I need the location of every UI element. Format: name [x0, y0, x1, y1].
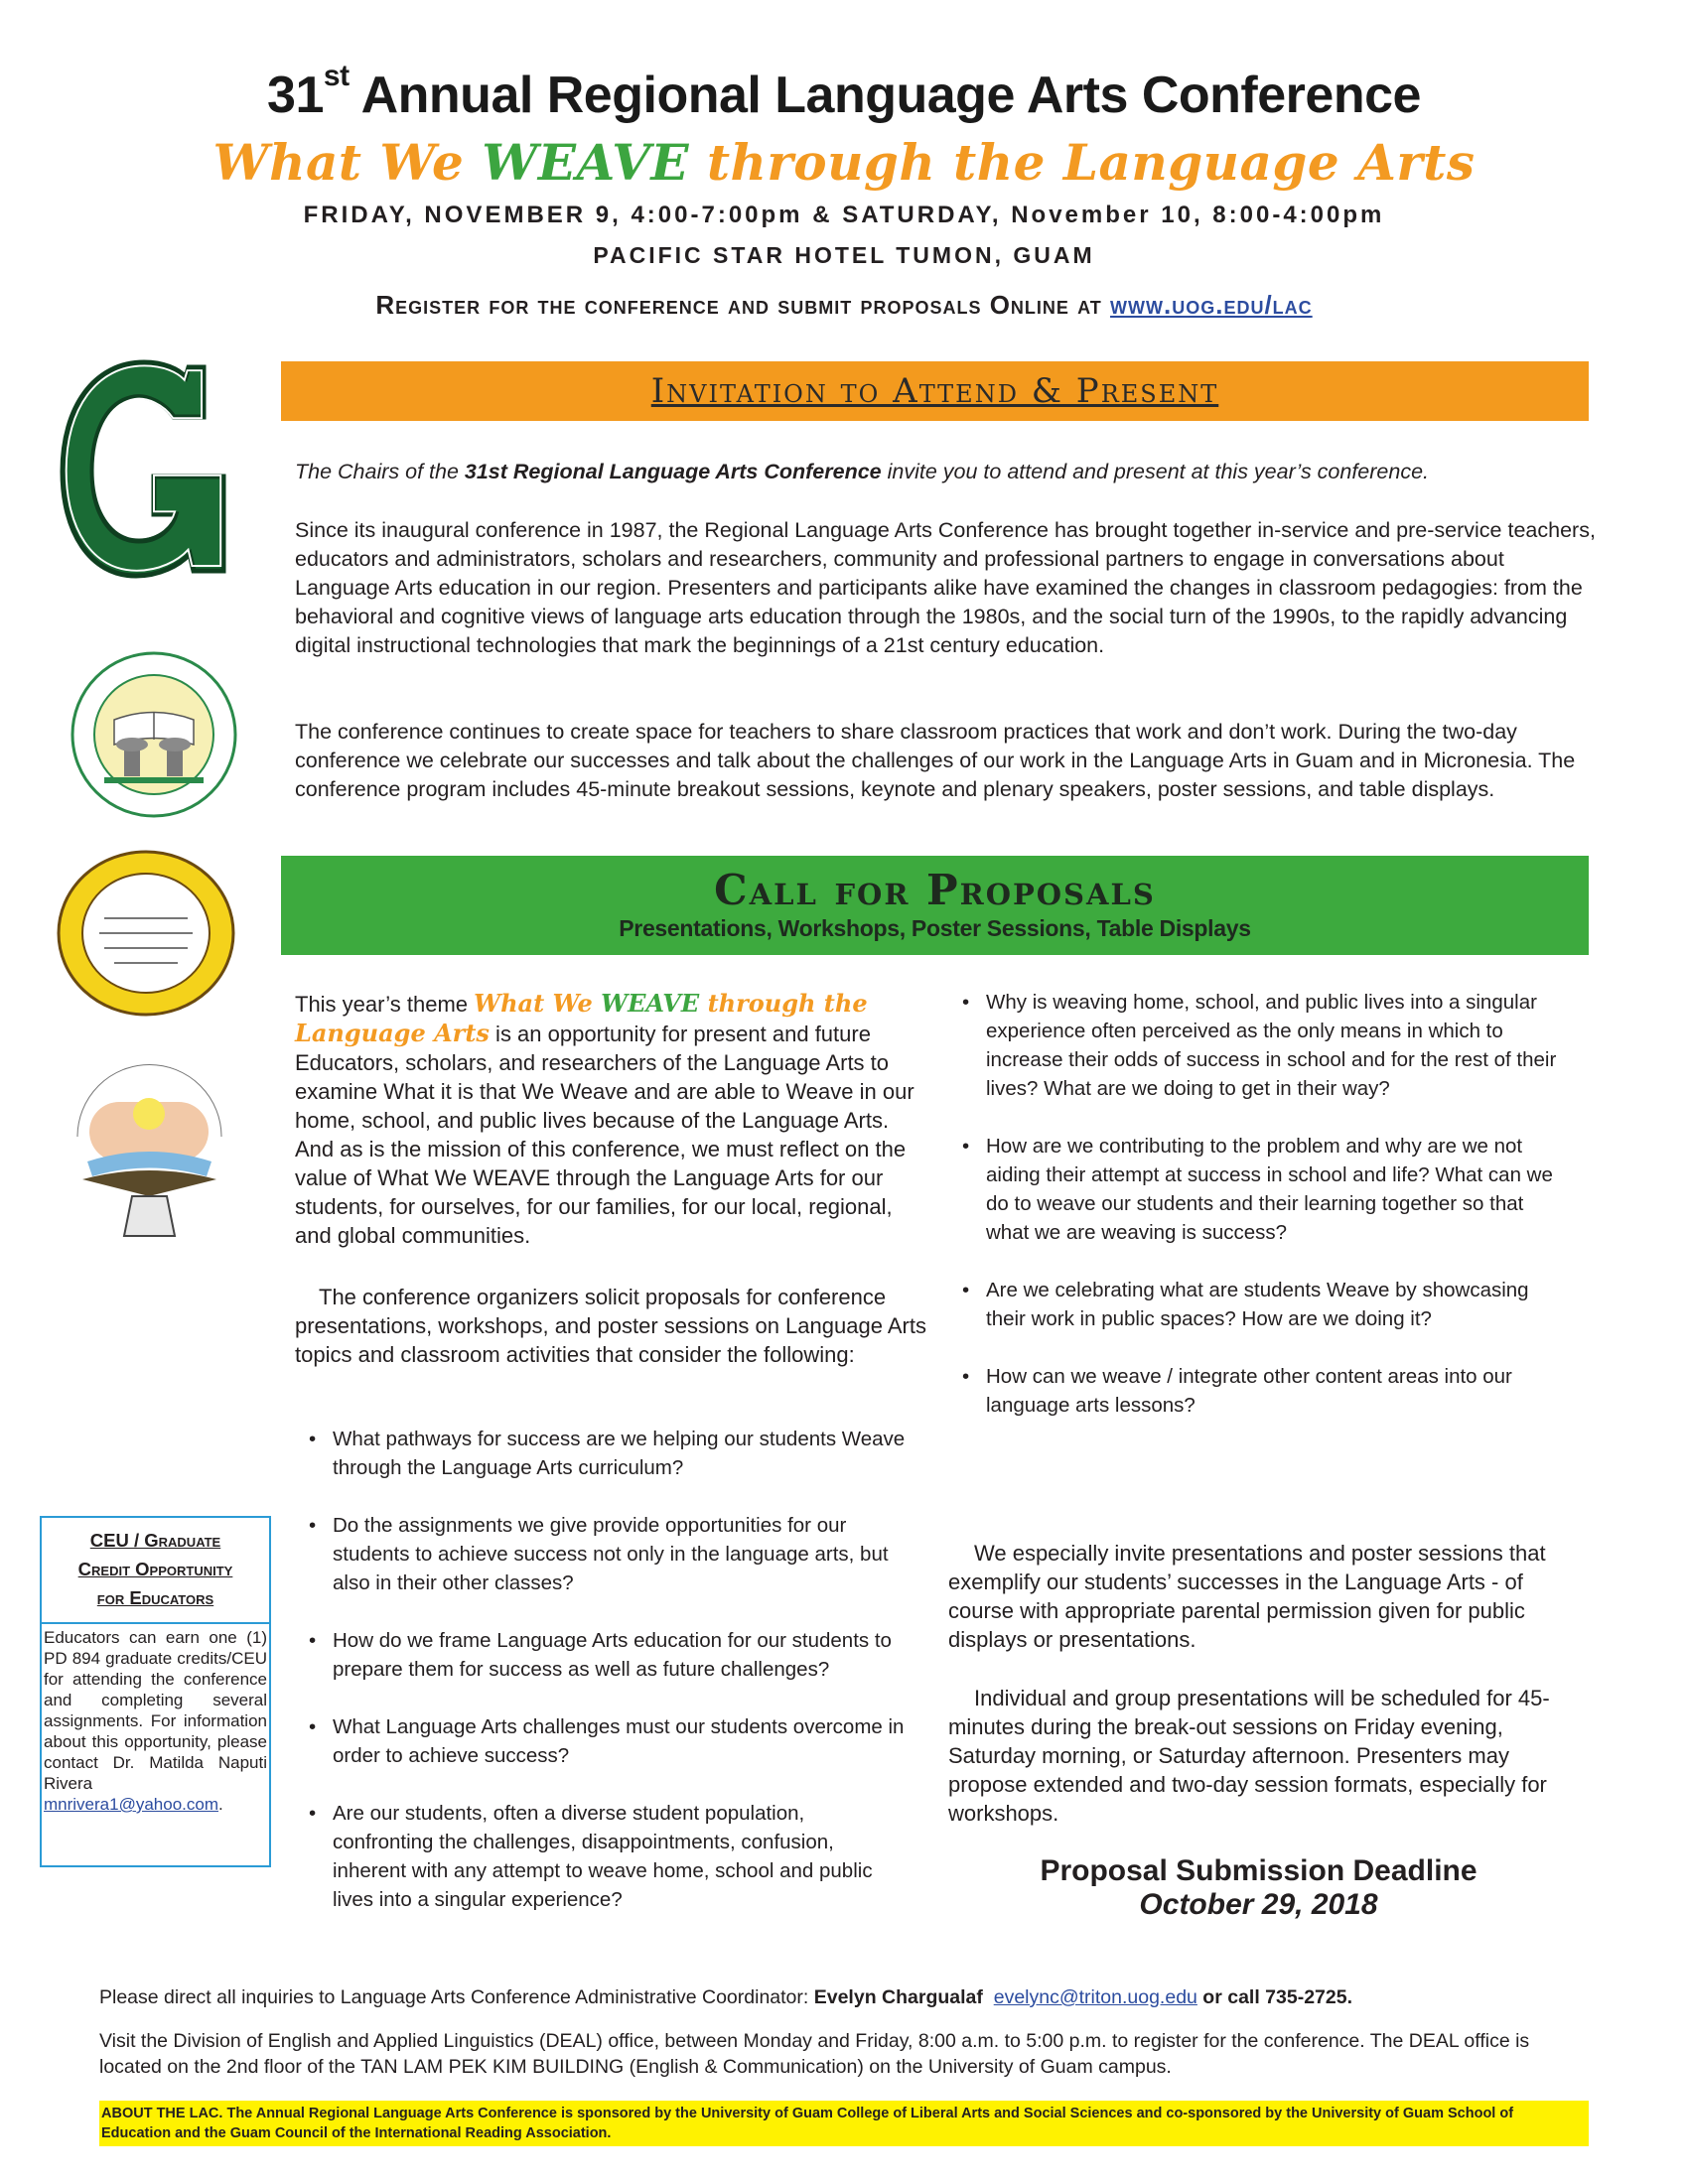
visit-office-paragraph: Visit the Division of English and Applied Linguistics (DEAL) office, between Monday and Friday, 8:00 a.m. to 5:00 p.m. to register for the conference. The DEAL office is located on the 2nd floor of the TAN LAM PEK KIM BUILDING (English & Communication) on the University of Guam campus.	[99, 2030, 1530, 2078]
about-lac-bar: ABOUT THE LAC. The Annual Regional Language Arts Conference is sponsored by the University of Guam College of Liberal Arts and Social Sciences and co-sponsored by the University of Guam School of Education and the Guam Council of the International Reading Association.	[99, 2101, 1589, 2146]
invitation-banner	[281, 361, 1589, 421]
invitation-intro: The Chairs of the 31st Regional Language Arts Conference invite you to attend and present at this year’s conference.	[295, 460, 1430, 483]
list-item: • Are our students, often a diverse student population, confronting the challenges, disappointments, confusion, inherent with any attempt to weave home, school and public lives into a singular experience?	[295, 1799, 911, 1914]
g-logo-icon	[55, 347, 253, 586]
school-of-education-seal-icon	[55, 849, 238, 1018]
list-item: • Do the assignments we give provide opportunities for our students to achieve success not only in the language arts, but also in their other classes?	[295, 1511, 911, 1597]
ceu-heading: CEU / Graduate Credit Opportunity for Educators	[42, 1518, 269, 1624]
list-item: • What pathways for success are we helping our students Weave through the Language Arts curriculum?	[295, 1425, 911, 1482]
page-title: 31st Annual Regional Language Arts Conference	[267, 60, 1421, 124]
register-line: Register for the conference and submit proposals Online at www.uog.edu/lac	[375, 290, 1313, 320]
conference-venue: PACIFIC STAR HOTEL TUMON, GUAM	[593, 242, 1095, 268]
proposals-heading: Call for Proposals	[714, 866, 1156, 914]
reading-association-seal-icon	[68, 1052, 231, 1251]
invitation-heading: Invitation to Attend & Present	[650, 371, 1219, 411]
proposals-solicit: The conference organizers solicit proposals for conference presentations, workshops, and poster sessions on Language Arts topics and classroom activities that consider the following:	[295, 1285, 926, 1367]
list-item: • How are we contributing to the problem and why are we not aiding their attempt at success in school and life? What can we do to weave our students and their learning together so that what we are weaving is success?	[948, 1132, 1564, 1247]
register-link[interactable]: www.uog.edu/lac	[1110, 290, 1313, 320]
proposals-intro: This year’s theme What We WEAVE through the Language Arts is an opportunity for present and future Educators, scholars, and researchers of the Language Arts to examine What it is that We Weave and are able to Weave in our home, school, and public lives because of the Language Arts. And as is the mission of this conference, we must reflect on the value of What We WEAVE through the Language Arts for our students, for ourselves, for our families, for our local, regional, and global communities.	[295, 989, 914, 1248]
invitation-paragraph-program: The conference continues to create space for teachers to share classroom practices that work and don’t work. During the two-day conference we celebrate our successes and talk about the challenges of our work in the Language Arts in Guam and in Micronesia. The conference program includes 45-minute breakout sessions, keynote and plenary speakers, poster sessions, and table displays.	[295, 720, 1576, 801]
proposals-banner	[281, 856, 1589, 955]
proposals-subtitle: Presentations, Workshops, Poster Sessions, Table Displays	[619, 915, 1251, 941]
deadline-date: October 29, 2018	[1139, 1888, 1378, 1921]
conference-dates: FRIDAY, NOVEMBER 9, 4:00-7:00pm & SATURDAY, November 10, 8:00-4:00pm	[303, 202, 1385, 228]
list-item: • Are we celebrating what are students Weave by showcasing their work in public spaces? How are we doing it?	[948, 1276, 1564, 1333]
list-item: • How do we frame Language Arts education for our students to prepare them for success as well as future challenges?	[295, 1626, 911, 1684]
coordinator-email-link[interactable]: evelync@triton.uog.edu	[993, 1986, 1197, 2008]
questions-list-right	[948, 988, 1564, 1448]
conference-theme: What We WEAVE through the Language Arts	[212, 133, 1476, 192]
clas-seal-icon	[70, 650, 238, 819]
scheduling-paragraph: Individual and group presentations will be scheduled for 45-minutes during the break-out sessions on Friday evening, Saturday morning, or Saturday afternoon. Presenters may propose extended and two-day session formats, especially for workshops.	[948, 1686, 1550, 1826]
ceu-credit-box	[40, 1516, 271, 1867]
invitation-paragraph-history: Since its inaugural conference in 1987, the Regional Language Arts Conference has brought together in-service and pre-service teachers, educators and administrators, scholars and researchers, community and professional partners to engage in conversations about Language Arts education in our region. Presenters and participants alike have examined the changes in classroom pedagogies: from the behavioral and cognitive views of language arts education through the 1980s, and the social turn of the 1990s, to the rapidly advancing digital instructional technologies that mark the beginnings of a 21st century education.	[295, 518, 1596, 657]
list-item: • Why is weaving home, school, and public lives into a singular experience often perceived as the only means in which to increase their odds of success in school and for the rest of their lives? What are we doing to get in their way?	[948, 988, 1564, 1103]
inquiry-line: Please direct all inquiries to Language Arts Conference Administrative Coordinator: Evelyn Chargualaf evelync@triton.uog.edu or call 735-2725.	[99, 1986, 1352, 2008]
invite-presentations-paragraph: We especially invite presentations and poster sessions that exemplify our students’ successes in the Language Arts - of course with appropriate parental permission given for public displays or presentations.	[948, 1541, 1546, 1652]
list-item: • How can we weave / integrate other content areas into our language arts lessons?	[948, 1362, 1564, 1420]
ceu-body: Educators can earn one (1) PD 894 graduate credits/CEU for attending the conference and completing several assignments. For information about this opportunity, please contact Dr. Matilda Naputi Rivera mnrivera1@yahoo.com.	[44, 1628, 267, 1814]
questions-list-left	[295, 1425, 911, 1943]
deadline-label: Proposal Submission Deadline	[1040, 1854, 1477, 1887]
ceu-email-link[interactable]: mnrivera1@yahoo.com	[44, 1795, 218, 1814]
list-item: • What Language Arts challenges must our students overcome in order to achieve success?	[295, 1712, 911, 1770]
